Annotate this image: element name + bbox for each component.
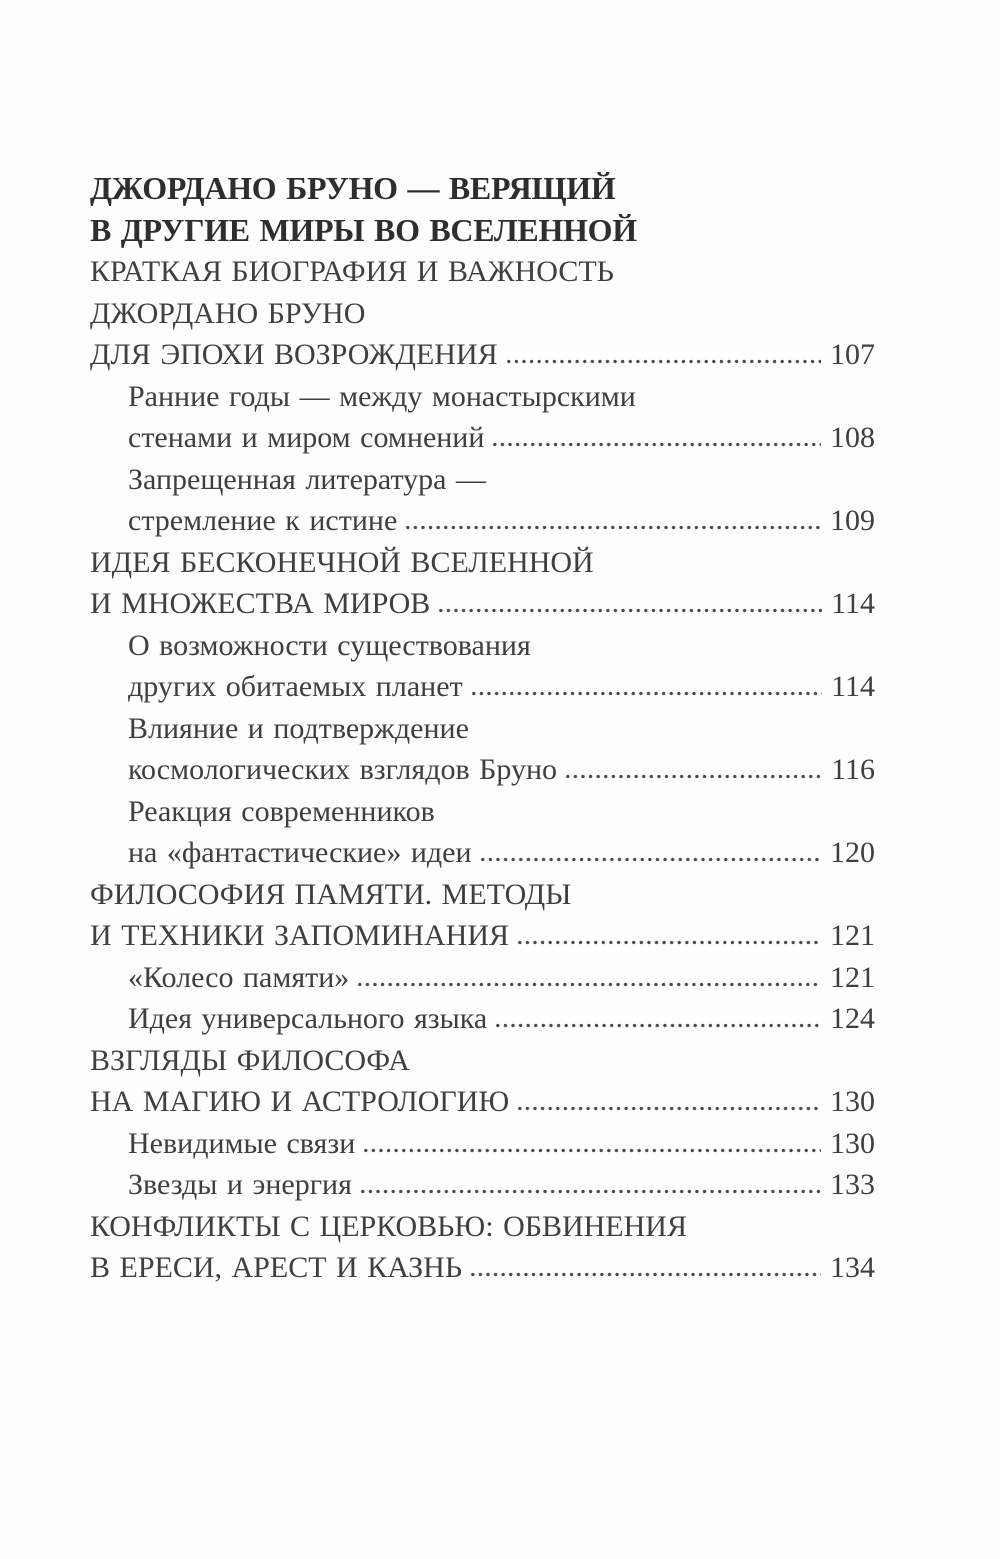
dot-leader bbox=[362, 1148, 821, 1153]
page-number: 121 bbox=[830, 960, 875, 994]
toc-line bbox=[90, 293, 875, 335]
toc-line-text: стремление к истине bbox=[128, 504, 398, 537]
page-number: 107 bbox=[830, 338, 875, 371]
toc-line-text: ДЖОРДАНО БРУНО bbox=[90, 296, 366, 330]
toc-line bbox=[90, 251, 875, 293]
toc-line bbox=[90, 1206, 875, 1248]
chapter-title bbox=[90, 168, 875, 251]
page-number: 114 bbox=[831, 587, 875, 620]
toc-line bbox=[90, 708, 875, 750]
toc-line bbox=[90, 1081, 875, 1123]
toc-line bbox=[90, 874, 875, 916]
page-number: 133 bbox=[830, 1168, 875, 1201]
toc-line bbox=[90, 583, 875, 625]
toc-line bbox=[90, 791, 875, 833]
page-number: 116 bbox=[831, 753, 875, 786]
toc-line bbox=[90, 998, 875, 1040]
chapter-title-text-1: ДЖОРДАНО БРУНО — ВЕРЯЩИЙ bbox=[90, 170, 616, 206]
table-of-contents bbox=[90, 168, 875, 1289]
toc-line-text: «Колесо памяти» bbox=[128, 960, 350, 994]
toc-subsection-entry bbox=[90, 376, 875, 459]
toc-subsection-entry bbox=[90, 708, 875, 791]
toc-line-text: ИДЕЯ БЕСКОНЕЧНОЙ ВСЕЛЕННОЙ bbox=[90, 545, 594, 579]
page-number: 121 bbox=[830, 919, 875, 952]
toc-line-text: КРАТКАЯ БИОГРАФИЯ И ВАЖНОСТЬ bbox=[90, 255, 614, 288]
toc-section-entry bbox=[90, 1040, 875, 1123]
toc-line-text: И ТЕХНИКИ ЗАПОМИНАНИЯ bbox=[90, 919, 510, 952]
dot-leader bbox=[359, 1189, 821, 1194]
toc-line-text: Ранние годы — между монастырскими bbox=[128, 379, 636, 413]
toc-line-text: Влияние и подтверждение bbox=[128, 711, 469, 745]
dot-leader bbox=[505, 359, 821, 364]
dot-leader bbox=[404, 525, 821, 530]
toc-line-text: О возможности существования bbox=[128, 628, 531, 662]
dot-leader bbox=[437, 608, 822, 613]
page-number: 109 bbox=[830, 504, 875, 537]
toc-line bbox=[90, 957, 875, 999]
toc-subsection-entry bbox=[90, 1164, 875, 1206]
toc-line-text: Запрещенная литература — bbox=[128, 462, 486, 496]
toc-line bbox=[90, 417, 875, 459]
toc-line-text: Реакция современников bbox=[128, 794, 435, 828]
toc-line-text: стенами и миром сомнений bbox=[128, 421, 485, 454]
toc-line-text: на «фантастические» идеи bbox=[128, 836, 472, 869]
page-number: 108 bbox=[830, 421, 875, 454]
toc-line bbox=[90, 1164, 875, 1206]
toc-section-entry bbox=[90, 874, 875, 957]
toc-line-text: ФИЛОСОФИЯ ПАМЯТИ. МЕТОДЫ bbox=[90, 877, 572, 911]
page-number: 134 bbox=[830, 1251, 875, 1284]
toc-line bbox=[90, 500, 875, 542]
toc-line-text: ДЛЯ ЭПОХИ ВОЗРОЖДЕНИЯ bbox=[90, 338, 498, 371]
chapter-title-line-1 bbox=[90, 168, 875, 210]
toc-line-text: космологических взглядов Бруно bbox=[128, 753, 558, 786]
toc-subsection-entry bbox=[90, 791, 875, 874]
toc-line-text: В ЕРЕСИ, АРЕСТ И КАЗНЬ bbox=[90, 1251, 463, 1284]
page-number: 124 bbox=[830, 1002, 875, 1035]
toc-line bbox=[90, 666, 875, 708]
toc-line bbox=[90, 1040, 875, 1082]
chapter-title-line-2 bbox=[90, 210, 875, 252]
toc-line bbox=[90, 749, 875, 791]
toc-subsection-entry bbox=[90, 459, 875, 542]
toc-line bbox=[90, 832, 875, 874]
toc-line bbox=[90, 459, 875, 501]
toc-entries bbox=[90, 251, 875, 1289]
toc-section-entry bbox=[90, 1206, 875, 1289]
dot-leader bbox=[564, 774, 822, 779]
toc-line bbox=[90, 915, 875, 957]
page-number: 130 bbox=[830, 1085, 875, 1118]
toc-section-entry bbox=[90, 251, 875, 376]
page-number: 130 bbox=[830, 1126, 875, 1160]
toc-line-text: Идея универсального языка bbox=[128, 1002, 488, 1035]
toc-line bbox=[90, 1247, 875, 1289]
dot-leader bbox=[516, 1106, 821, 1111]
toc-line-text: НА МАГИЮ И АСТРОЛОГИЮ bbox=[90, 1085, 510, 1118]
toc-line-text: ВЗГЛЯДЫ ФИЛОСОФА bbox=[90, 1043, 410, 1077]
toc-line-text: Невидимые связи bbox=[128, 1126, 356, 1160]
page-number: 114 bbox=[831, 670, 875, 703]
dot-leader bbox=[491, 442, 821, 447]
toc-line-text: КОНФЛИКТЫ С ЦЕРКОВЬЮ: ОБВИНЕНИЯ bbox=[90, 1209, 687, 1243]
dot-leader bbox=[469, 1272, 821, 1277]
toc-line bbox=[90, 542, 875, 584]
toc-line-text: И МНОЖЕСТВА МИРОВ bbox=[90, 587, 431, 620]
chapter-title-text-2: В ДРУГИЕ МИРЫ ВО ВСЕЛЕННОЙ bbox=[90, 211, 637, 248]
toc-line bbox=[90, 625, 875, 667]
toc-line bbox=[90, 1123, 875, 1165]
toc-subsection-entry bbox=[90, 957, 875, 999]
dot-leader bbox=[470, 691, 822, 696]
dot-leader bbox=[356, 982, 821, 987]
dot-leader bbox=[516, 940, 821, 945]
page-number: 120 bbox=[830, 836, 875, 869]
dot-leader bbox=[494, 1023, 821, 1028]
dot-leader bbox=[479, 857, 821, 862]
toc-subsection-entry bbox=[90, 625, 875, 708]
toc-line bbox=[90, 376, 875, 418]
toc-subsection-entry bbox=[90, 1123, 875, 1165]
toc-line bbox=[90, 334, 875, 376]
toc-line-text: Звезды и энергия bbox=[128, 1168, 352, 1201]
toc-section-entry bbox=[90, 542, 875, 625]
toc-subsection-entry bbox=[90, 998, 875, 1040]
toc-line-text: других обитаемых планет bbox=[128, 670, 463, 703]
